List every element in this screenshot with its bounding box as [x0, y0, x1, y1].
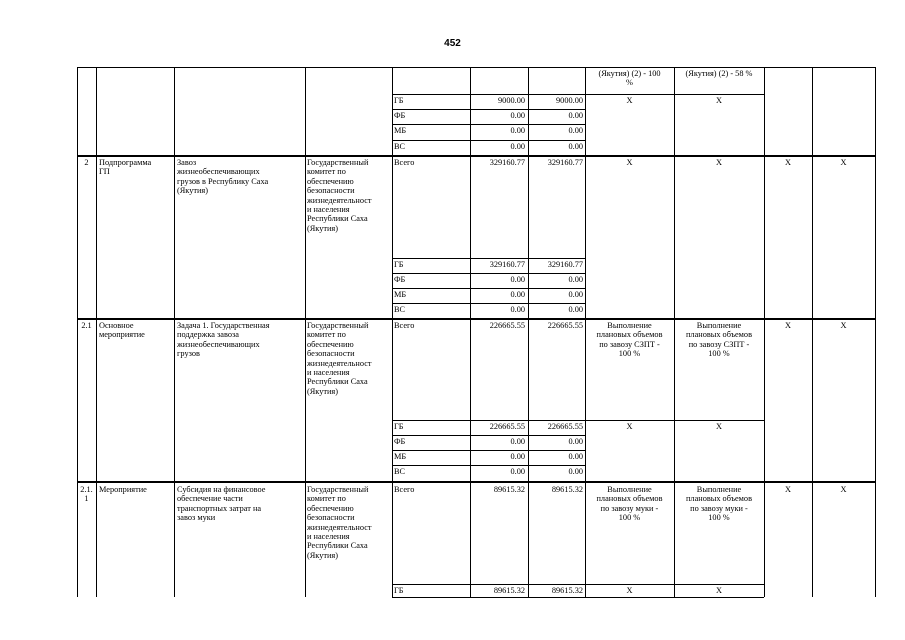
row-divider: [392, 288, 585, 289]
indicator-cell: X: [626, 422, 633, 431]
amount-cell: 0.00: [568, 111, 583, 120]
amount-cell: 89615.32: [551, 485, 583, 494]
indicator-cell: X: [716, 586, 722, 595]
column-divider: [764, 67, 765, 597]
indicator-cell: X: [626, 96, 633, 105]
row-divider: [392, 109, 585, 110]
indicator-cell: X: [840, 158, 847, 167]
indicator-cell: X: [626, 586, 633, 595]
amount-cell: 89615.32: [493, 485, 525, 494]
funding-source: МБ: [394, 290, 407, 299]
amount-cell: 9000.00: [556, 96, 583, 105]
funding-source: ФБ: [394, 437, 406, 446]
amount-cell: 0.00: [510, 142, 525, 151]
amount-cell: 0.00: [510, 275, 525, 284]
row-divider: [392, 258, 585, 259]
indicator-cell: X: [785, 158, 791, 167]
funding-source: ГБ: [394, 96, 404, 105]
indicator-cell: (Якутия) (2) - 100 %: [598, 69, 661, 88]
row-divider: [392, 140, 585, 141]
indicator-cell: X: [840, 321, 847, 330]
amount-cell: 0.00: [568, 290, 583, 299]
amount-cell: 329160.77: [489, 158, 525, 167]
row-name: Задача 1. Государственная поддержка завоза жизнеобеспечивающих грузов: [177, 321, 270, 359]
page-number: 452: [444, 38, 461, 49]
funding-source: ВС: [394, 142, 406, 151]
amount-cell: 0.00: [568, 305, 583, 314]
amount-cell: 0.00: [510, 126, 525, 135]
funding-source: ВС: [394, 467, 406, 476]
row-divider: [77, 155, 875, 157]
row-divider: [392, 435, 585, 436]
column-divider: [812, 67, 813, 597]
row-divider: [77, 481, 875, 483]
column-divider: [305, 67, 306, 597]
funding-source: Всего: [394, 485, 415, 494]
amount-cell: 0.00: [510, 437, 525, 446]
funding-source: ГБ: [394, 422, 404, 431]
amount-cell: 226665.55: [547, 321, 583, 330]
row-number: 2.1. 1: [80, 485, 93, 504]
row-executor: Государственный комитет по обеспечению безопасности жизнедеятельност и населения Республики Саха (Якутия): [307, 485, 372, 560]
row-type: Мероприятие: [99, 485, 147, 494]
row-number: 2: [84, 158, 89, 167]
indicator-cell: (Якутия) (2) - 58 %: [685, 69, 753, 78]
row-name: Субсидия на финансовое обеспечение части транспортных затрат на завоз муки: [177, 485, 266, 523]
row-divider: [392, 584, 764, 585]
indicator-cell: Выполнение плановых объемов по завозу СЗПТ - 100 %: [596, 321, 663, 359]
amount-cell: 89615.32: [551, 586, 583, 595]
row-divider: [392, 273, 585, 274]
amount-cell: 329160.77: [547, 260, 583, 269]
table-border-right: [875, 67, 876, 597]
row-type: Подпрограмма ГП: [99, 158, 152, 177]
amount-cell: 9000.00: [498, 96, 525, 105]
indicator-cell: X: [716, 158, 722, 167]
amount-cell: 0.00: [510, 452, 525, 461]
funding-source: ГБ: [394, 260, 404, 269]
row-divider: [77, 318, 875, 320]
row-divider: [392, 94, 764, 95]
funding-source: МБ: [394, 452, 407, 461]
row-divider: [392, 597, 764, 598]
indicator-cell: Выполнение плановых объемов по завозу муки - 100 %: [596, 485, 663, 523]
funding-source: ФБ: [394, 275, 406, 284]
row-divider: [392, 420, 764, 421]
row-divider: [392, 303, 585, 304]
amount-cell: 0.00: [568, 126, 583, 135]
amount-cell: 0.00: [568, 275, 583, 284]
funding-source: Всего: [394, 321, 415, 330]
indicator-cell: X: [785, 321, 791, 330]
column-divider: [96, 67, 97, 597]
row-name: Завоз жизнеобеспечивающих грузов в Республику Саха (Якутия): [177, 158, 269, 196]
amount-cell: 0.00: [568, 142, 583, 151]
row-type: Основное мероприятие: [99, 321, 145, 340]
amount-cell: 0.00: [568, 437, 583, 446]
amount-cell: 329160.77: [489, 260, 525, 269]
row-divider: [392, 124, 585, 125]
row-divider: [392, 450, 585, 451]
row-divider: [392, 465, 585, 466]
funding-source: ВС: [394, 305, 406, 314]
amount-cell: 0.00: [510, 467, 525, 476]
funding-source: ФБ: [394, 111, 406, 120]
indicator-cell: Выполнение плановых объемов по завозу СЗПТ - 100 %: [685, 321, 753, 359]
amount-cell: 0.00: [510, 305, 525, 314]
amount-cell: 89615.32: [493, 586, 525, 595]
indicator-cell: X: [840, 485, 847, 494]
amount-cell: 329160.77: [547, 158, 583, 167]
funding-source: Всего: [394, 158, 415, 167]
amount-cell: 0.00: [568, 467, 583, 476]
table-border-top: [77, 67, 875, 68]
row-executor: Государственный комитет по обеспечению безопасности жизнедеятельност и населения Республики Саха (Якутия): [307, 158, 372, 233]
amount-cell: 226665.55: [489, 422, 525, 431]
indicator-cell: X: [626, 158, 633, 167]
indicator-cell: X: [785, 485, 791, 494]
indicator-cell: X: [716, 422, 722, 431]
amount-cell: 226665.55: [489, 321, 525, 330]
row-number: 2.1: [81, 321, 92, 330]
amount-cell: 0.00: [568, 452, 583, 461]
amount-cell: 0.00: [510, 290, 525, 299]
amount-cell: 226665.55: [547, 422, 583, 431]
column-divider: [174, 67, 175, 597]
indicator-cell: X: [716, 96, 722, 105]
row-executor: Государственный комитет по обеспечению безопасности жизнедеятельност и населения Республики Саха (Якутия): [307, 321, 372, 396]
funding-source: ГБ: [394, 586, 404, 595]
amount-cell: 0.00: [510, 111, 525, 120]
indicator-cell: Выполнение плановых объемов по завозу муки - 100 %: [685, 485, 753, 523]
funding-source: МБ: [394, 126, 407, 135]
table-border-left: [77, 67, 78, 597]
